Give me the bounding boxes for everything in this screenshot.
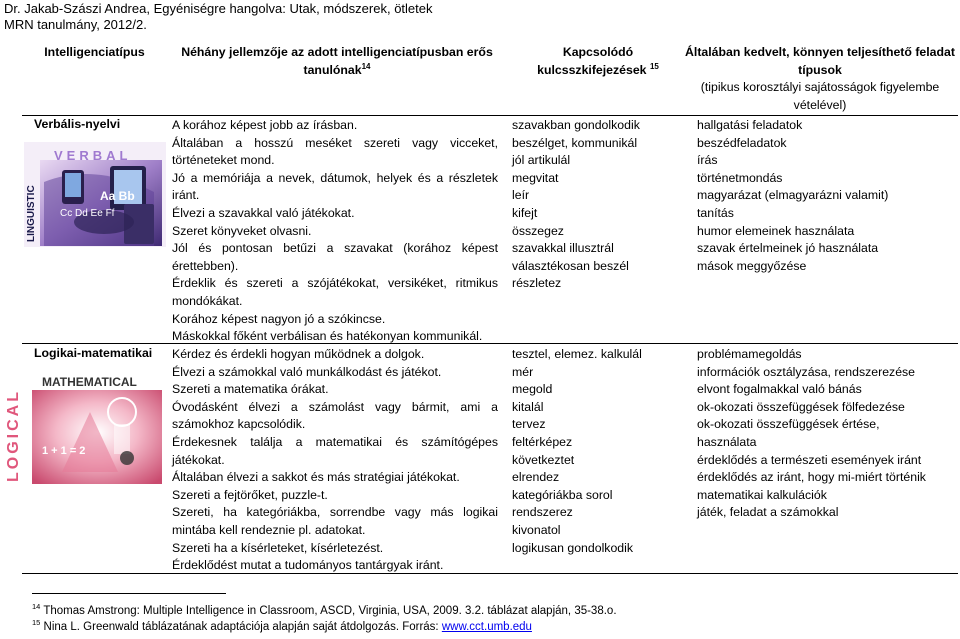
- verbal-image-letters-2: Cc Dd Ee Ff: [60, 208, 115, 219]
- task-item: szavak értelmeinek jó használata: [697, 241, 879, 256]
- running-header: [4, 1, 433, 33]
- trait-item: Jól és pontosan betűzi a szavakat (korához képest érettebben).: [172, 241, 498, 273]
- task-item: írás: [697, 153, 718, 168]
- task-item: ok-okozati összefüggések fölfedezése: [697, 399, 905, 414]
- header-line-2: MRN tanulmány, 2012/2.: [4, 17, 147, 32]
- col-header-type: Intelligenciatípus: [44, 45, 145, 59]
- task-item: történetmondás: [697, 170, 783, 185]
- keyword-item: megold: [512, 382, 553, 397]
- task-item: problémamegoldás: [697, 347, 802, 361]
- trait-item: Érdeklődést mutat a tudományos tantárgyak iránt.: [172, 558, 444, 573]
- trait-item: Korához képest nagyon jó a szókincse.: [172, 311, 386, 326]
- task-item: érdeklődés a természeti események iránt: [697, 452, 922, 467]
- task-item: humor elemeinek használata: [697, 223, 855, 238]
- logical-traits: [172, 346, 498, 575]
- logical-image-side: LOGICAL: [5, 389, 22, 482]
- trait-item: Érdeklik és szereti a szójátékokat, versikéket, ritmikus mondókákat.: [172, 276, 498, 308]
- row-type-verbal: Verbális-nyelvi: [34, 117, 121, 131]
- task-item: játék, feladat a számokkal: [697, 505, 839, 520]
- trait-item: Érdekesnek találja a matematikai és számítógépes játékokat.: [172, 434, 498, 467]
- task-item: érdeklődés az iránt, hogy mi-miért történik: [697, 470, 926, 485]
- keyword-item: mér: [512, 364, 534, 379]
- trait-item: Élvezi a számokkal való munkálkodást és játékot.: [172, 364, 442, 379]
- verbal-traits: [172, 117, 498, 346]
- task-item: mások meggyőzése: [697, 258, 807, 273]
- footnote-separator: [32, 593, 226, 594]
- footnote-ref-15[interactable]: 15: [649, 61, 659, 71]
- keyword-item: elrendez: [512, 470, 560, 485]
- verbal-tasks: [697, 117, 888, 275]
- verbal-image-side: LINGUISTIC: [26, 185, 37, 242]
- footnote-ref-14[interactable]: 14: [361, 61, 371, 71]
- task-item: elvont fogalmakkal való bánás: [697, 382, 862, 397]
- col-header-tasks-note: (tipikus korosztályi sajátosságok figyelembe vételével): [700, 80, 940, 112]
- logical-illustration: [2, 372, 166, 484]
- trait-item: Szereti, ha kategóriákba, sorrendbe vagy más logikai mintába kell rendeznie pl. adatokat.: [172, 505, 498, 537]
- keyword-item: részletez: [512, 276, 562, 291]
- col-header-traits: Néhány jellemzője az adott intelligenciatípusban erős tanulónak$^{14}$: [181, 45, 493, 77]
- keyword-item: következtet: [512, 452, 575, 467]
- logical-tasks: [697, 346, 926, 522]
- verbal-illustration: [24, 142, 166, 247]
- keyword-item: feltérképez: [512, 434, 573, 449]
- trait-item: Általában élvezi a sakkot és más stratégiai játékokat.: [172, 470, 460, 485]
- verbal-keywords: [512, 117, 640, 293]
- keyword-item: beszélget, kommunikál: [512, 135, 638, 150]
- trait-item: Szereti ha a kísérleteket, kísérletezést.: [172, 540, 384, 555]
- task-item: információk osztályzása, rendszerezése: [697, 364, 916, 379]
- keyword-item: kifejt: [512, 205, 538, 220]
- task-item: ok-okozati összefüggések értése,: [697, 417, 880, 432]
- col-header-tasks: [680, 44, 960, 114]
- task-item: magyarázat (elmagyarázni valamit): [697, 188, 889, 203]
- keyword-item: leír: [512, 188, 530, 203]
- keyword-item: tesztel, elemez. kalkulál: [512, 347, 642, 361]
- footnote-14: $^{14}$ Thomas Amstrong: Multiple Intelligence in Classroom, ASCD, Virginia, USA, 2009. 3.2. táblázat alapján, 35-38.o.: [32, 602, 617, 617]
- keyword-item: megvitat: [512, 170, 559, 185]
- trait-item: Általában a hosszú meséket szereti vagy vicceket, történeteket mond.: [172, 135, 498, 168]
- keyword-item: kategóriákba sorol: [512, 487, 613, 502]
- verbal-image-title: VERBAL: [54, 148, 132, 163]
- trait-item: Óvodásként élvezi a számolást vagy bármit, ami a számokhoz kapcsolódik.: [172, 399, 498, 432]
- footnote-15: $^{15}$ Nina L. Greenwald táblázatának adaptációja alapján saját átdolgozás. Forrás: www.cct.umb.edu: [32, 618, 532, 633]
- trait-item: Kérdez és érdekli hogyan működnek a dolgok.: [172, 347, 425, 361]
- keyword-item: logikusan gondolkodik: [512, 540, 634, 555]
- header-bottom-rule: [22, 115, 958, 116]
- keyword-item: szavakban gondolkodik: [512, 118, 640, 132]
- col-header-tasks-title: Általában kedvelt, könnyen teljesíthető feladat típusok: [685, 45, 955, 77]
- logical-keywords: [512, 346, 642, 557]
- logical-image-formula: 1 + 1 = 2: [42, 445, 86, 457]
- verbal-image-letters-1: Aa Bb: [100, 189, 135, 203]
- trait-item: A korához képest jobb az írásban.: [172, 118, 358, 132]
- keyword-item: kitalál: [512, 399, 544, 414]
- trait-item: Élvezi a szavakkal való játékokat.: [172, 205, 355, 220]
- row-type-logical: Logikai-matematikai: [34, 346, 153, 360]
- keyword-item: jól artikulál: [512, 153, 571, 168]
- task-item: tanítás: [697, 205, 734, 220]
- task-item: használata: [697, 434, 757, 449]
- keyword-item: kivonatol: [512, 522, 561, 537]
- trait-item: Szeret könyveket olvasni.: [172, 223, 312, 238]
- task-item: beszédfeladatok: [697, 135, 787, 150]
- col-header-keywords: Kapcsolódó kulcsszkifejezések $^{15}$: [537, 45, 659, 77]
- task-item: hallgatási feladatok: [697, 118, 803, 132]
- keyword-item: rendszerez: [512, 505, 573, 520]
- task-item: matematikai kalkulációk: [697, 487, 827, 502]
- trait-item: Máskokkal főként verbálisan és hatékonyan kommunikál.: [172, 329, 483, 344]
- trait-item: Szereti a fejtörőket, puzzle-t.: [172, 487, 328, 502]
- logical-image-title: MATHEMATICAL: [42, 375, 137, 389]
- keyword-item: összegez: [512, 223, 564, 238]
- trait-item: Szereti a matematika órákat.: [172, 382, 329, 397]
- keyword-item: szavakkal illusztrál: [512, 241, 614, 256]
- header-line-1: Dr. Jakab-Szászi Andrea, Egyéniségre hangolva: Utak, módszerek, ötletek: [4, 1, 433, 16]
- keyword-item: választékosan beszél: [512, 258, 629, 273]
- trait-item: Jó a memóriája a nevek, dátumok, helyek és a részletek iránt.: [172, 170, 498, 203]
- keyword-item: tervez: [512, 417, 546, 432]
- source-link[interactable]: www.cct.umb.edu: [441, 621, 532, 633]
